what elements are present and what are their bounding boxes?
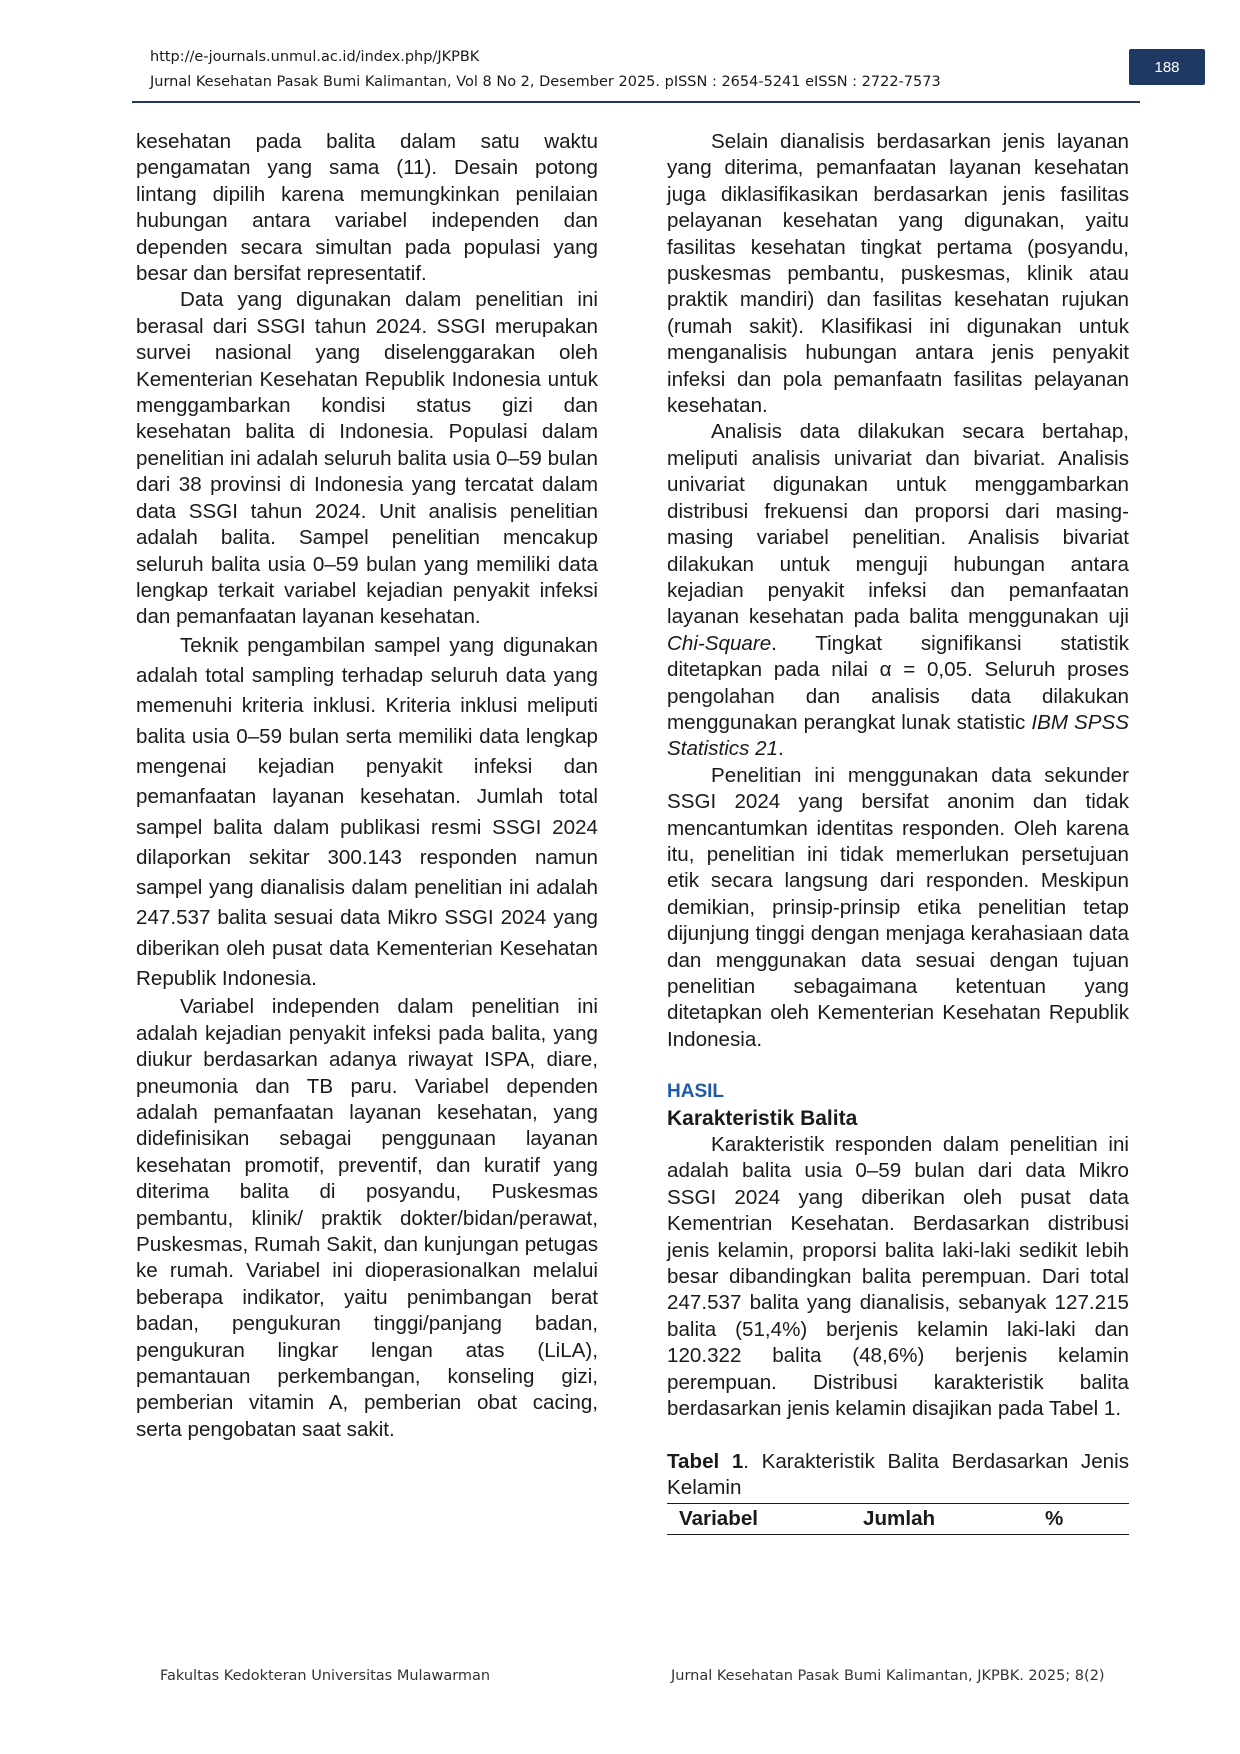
right-column <box>667 129 1129 1535</box>
paragraph-ethics: Penelitian ini menggunakan data sekunder SSGI 2024 yang bersifat anonim dan tidak mencantumkan identitas responden. Oleh karena itu, penelitian ini tidak memerlukan persetujuan etik secara langsung dari responden. Meskipun demikian, prinsip-prinsip etika penelitian tetap dijunjung tinggi dengan menjaga kerahasiaan data dan menggunakan data sesuai dengan tujuan penelitian sebagaimana ketentuan yang ditetapkan oleh Kementerian Kesehatan Republik Indonesia. <box>667 763 1129 1051</box>
table-header-row <box>667 1503 1129 1535</box>
analysis-text-b: . Tingkat signifikansi statistik ditetapkan pada nilai α = 0,05. Seluruh proses pengolahan dan analisis data dilakukan menggunakan perangkat lunak statistic <box>667 631 1129 734</box>
page-number-badge: 188 <box>1129 49 1205 85</box>
footer-institution: Fakultas Kedokteran Universitas Mulawarman <box>160 1668 491 1684</box>
paragraph-data-source: Data yang digunakan dalam penelitian ini berasal dari SSGI tahun 2024. SSGI merupakan survei nasional yang diselenggarakan oleh Kementerian Kesehatan Republik Indonesia untuk menggambarkan kondisi status gizi dan kesehatan balita di Indonesia. Populasi dalam penelitian ini adalah seluruh balita usia 0–59 bulan dari 38 provinsi di Indonesia yang tercatat dalam data SSGI tahun 2024. Unit analisis penelitian adalah balita. Sampel penelitian mencakup seluruh balita usia 0–59 bulan yang memiliki data lengkap terkait variabel kejadian penyakit infeksi dan pemanfaatan layanan kesehatan. <box>136 288 598 629</box>
section-heading-hasil: HASIL <box>667 1081 724 1103</box>
table-caption-text: . Karakteristik Balita Berdasarkan Jenis Kelamin <box>667 1449 1129 1499</box>
table-caption-label: Tabel 1 <box>667 1449 744 1473</box>
analysis-text-a: Analisis data dilakukan secara bertahap, meliputi analisis univariat dan bivariat. Analisis univariat digunakan untuk menggambarkan distribusi frekuensi dan proporsi dari masing-masing variabel penelitian. Analisis bivariat dilakukan untuk menguji hubungan antara kejadian penyakit infeksi dan pemanfaatan layanan kesehatan pada balita menggunakan uji <box>667 420 1129 629</box>
table-caption <box>667 1449 1129 1502</box>
table-header-variabel: Variabel <box>679 1507 758 1531</box>
paragraph-variables: Variabel independen dalam penelitian ini adalah kejadian penyakit infeksi pada balita, yang diukur berdasarkan adanya riwayat ISPA, diare, pneumonia dan TB paru. Variabel dependen adalah pemanfaatan layanan kesehatan, yang didefinisikan sebagai penggunaan layanan kesehatan promotif, preventif, dan kuratif yang diterima balita di posyandu, Puskesmas pembantu, klinik/ praktik dokter/bidan/perawat, Puskesmas, Rumah Sakit, dan kunjungan petugas ke rumah. Variabel ini dioperasionalkan melalui beberapa indikator, yaitu penimbangan berat badan, pengukuran tinggi/panjang badan, pengukuran lingkar lengan atas (LiLA), pemantauan perkembangan, konseling gizi, pemberian vitamin A, pemberian obat cacing, serta pengobatan saat sakit. <box>136 995 598 1441</box>
paragraph-study-design: kesehatan pada balita dalam satu waktu pengamatan yang sama (11). Desain potong lintang dipilih karena memungkinkan penilaian hubungan antara variabel independen dan dependen secara simultan pada populasi yang besar dan bersifat representatif. <box>136 130 598 286</box>
footer-citation: Jurnal Kesehatan Pasak Bumi Kalimantan, JKPBK. 2025; 8(2) <box>671 1668 1105 1684</box>
journal-citation-line: Jurnal Kesehatan Pasak Bumi Kalimantan, Vol 8 No 2, Desember 2025. pISSN : 2654-5241 eISSN : 2722-7573 <box>150 74 941 90</box>
spss-term: IBM SPSS Statistics 21 <box>667 710 1129 761</box>
paragraph-characteristics: Karakteristik responden dalam penelitian ini adalah balita usia 0–59 bulan dari data Mikro SSGI 2024 yang diberikan oleh pusat data Kementrian Kesehatan. Berdasarkan distribusi jenis kelamin, proporsi balita laki-laki sedikit lebih besar dibandingkan balita perempuan. Dari total 247.537 balita yang dianalisis, sebanyak 127.215 balita (51,4%) berjenis kelamin laki-laki dan 120.322 balita (48,6%) berjenis kelamin perempuan. Distribusi karakteristik balita berdasarkan jenis kelamin disajikan pada Tabel 1. <box>667 1133 1129 1421</box>
paragraph-data-analysis <box>667 419 1129 762</box>
table-header-jumlah: Jumlah <box>863 1507 936 1531</box>
paragraph-facility-classification: Selain dianalisis berdasarkan jenis layanan yang diterima, pemanfaatan layanan kesehatan juga diklasifikasikan berdasarkan jenis fasilitas pelayanan kesehatan yang digunakan, yaitu fasilitas kesehatan tingkat pertama (posyandu, puskesmas pembantu, puskesmas, klinik atau praktik mandiri) dan fasilitas kesehatan rujukan (rumah sakit). Klasifikasi ini digunakan untuk menganalisis hubungan antara jenis penyakit infeksi dan pola pemanfaatn fasilitas pelayanan kesehatan. <box>667 130 1129 418</box>
table-header-percent: % <box>1045 1507 1064 1531</box>
chi-square-term: Chi-Square <box>667 631 772 655</box>
analysis-text-c: . <box>778 737 784 761</box>
journal-url: http://e-journals.unmul.ac.id/index.php/JKPBK <box>150 49 480 65</box>
paragraph-sampling: Teknik pengambilan sampel yang digunakan adalah total sampling terhadap seluruh data yang memenuhi kriteria inklusi. Kriteria inklusi meliputi balita usia 0–59 bulan serta memiliki data lengkap mengenai kejadian penyakit infeksi dan pemanfaatan layanan kesehatan. Jumlah total sampel balita dalam publikasi resmi SSGI 2024 dilaporkan sekitar 300.143 responden namun sampel yang dianalisis dalam penelitian ini adalah 247.537 balita sesuai data Mikro SSGI 2024 yang diberikan oleh pusat data Kementerian Kesehatan Republik Indonesia. <box>136 633 598 990</box>
subsection-heading: Karakteristik Balita <box>667 1106 858 1130</box>
header-divider <box>132 101 1140 103</box>
left-column <box>136 129 598 1443</box>
